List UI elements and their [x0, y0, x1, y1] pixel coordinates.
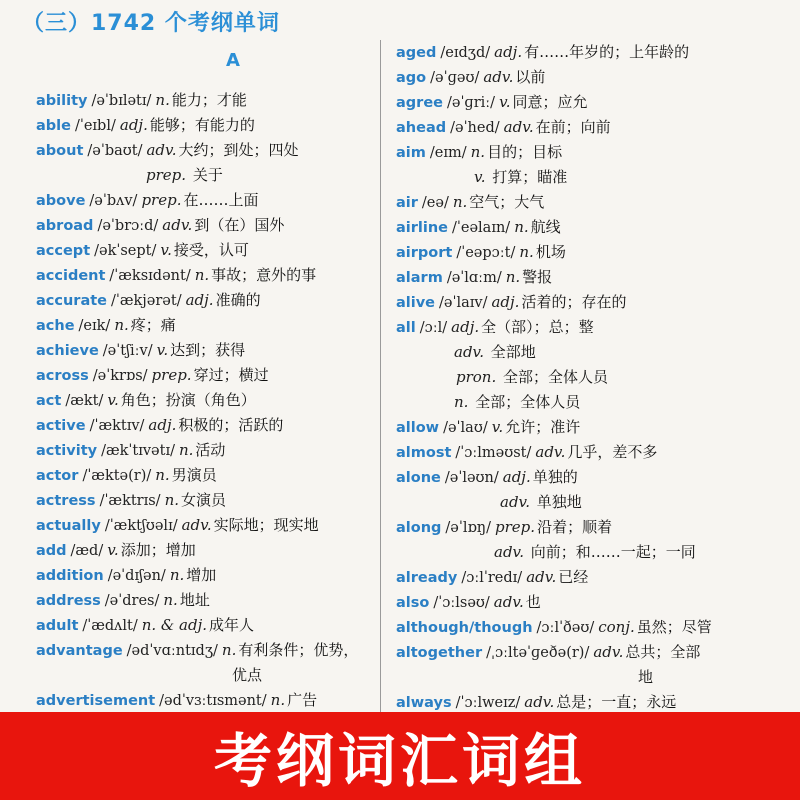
definition-continuation: [454, 342, 536, 362]
part-of-speech: v.: [107, 541, 119, 559]
dictionary-entry: [396, 567, 588, 588]
part-of-speech: n.: [155, 466, 170, 484]
part-of-speech: conj.: [598, 618, 635, 636]
part-of-speech: n.: [178, 441, 194, 459]
definition: 穿过；横过: [193, 366, 269, 384]
dictionary-entry: [36, 265, 316, 286]
definition: 添加；增加: [120, 541, 196, 559]
phonetic: /əˈləʊn/: [444, 470, 499, 486]
headword: ago: [396, 70, 427, 86]
phonetic: /ˈækjərət/: [111, 293, 182, 309]
headword: alone: [396, 470, 441, 486]
part-of-speech: n.: [155, 91, 170, 109]
phonetic: /əˈhed/: [450, 120, 500, 136]
headword: airport: [396, 245, 453, 261]
dictionary-entry: [36, 315, 176, 336]
definition: 全部地: [490, 343, 536, 361]
phonetic: /ækt/: [65, 393, 104, 409]
dictionary-entry: [396, 117, 611, 138]
definition: 广告: [287, 691, 318, 709]
dictionary-entry: [396, 42, 689, 63]
definition: 总共；全部: [625, 643, 701, 661]
headword: advantage: [36, 643, 123, 659]
headword: accept: [36, 243, 91, 259]
part-of-speech: n. & adj.: [141, 616, 207, 634]
headword: all: [396, 320, 416, 336]
dictionary-entry: [396, 317, 594, 338]
part-of-speech: adv.: [181, 516, 212, 534]
dictionary-entry: [36, 90, 247, 111]
phonetic: /əˈkrɒs/: [92, 368, 148, 384]
part-of-speech: adj.: [148, 416, 177, 434]
headword: abroad: [36, 218, 94, 234]
headword: above: [36, 193, 86, 209]
dictionary-entry: [396, 67, 545, 88]
definition: 机场: [535, 243, 566, 261]
headword: across: [36, 368, 89, 384]
dictionary-entry: [36, 115, 255, 136]
headword: aim: [396, 145, 426, 161]
dictionary-entry: [36, 515, 319, 536]
headword: although/though: [396, 620, 533, 636]
definition: 女演员: [181, 491, 227, 509]
phonetic: /əˈɡriː/: [446, 95, 496, 111]
definition-continuation: [638, 667, 653, 687]
phonetic: /ədˈvɜːtɪsmənt/: [159, 693, 267, 709]
headword: accurate: [36, 293, 107, 309]
dictionary-entry: [36, 365, 269, 386]
column-divider: [380, 40, 381, 712]
dictionary-entry: [396, 292, 626, 313]
part-of-speech: adv.: [454, 343, 485, 361]
phonetic: /ˈɔːlweɪz/: [455, 695, 521, 711]
letter-heading: A: [226, 50, 240, 71]
phonetic: /ˈæktʃʊəlɪ/: [104, 518, 178, 534]
phonetic: /ækˈtɪvətɪ/: [101, 443, 175, 459]
part-of-speech: n.: [169, 566, 185, 584]
headword: add: [36, 543, 67, 559]
definition: 允许；准许: [505, 418, 581, 436]
phonetic: /əˈlaʊ/: [443, 420, 488, 436]
definition: 地址: [179, 591, 210, 609]
headword: almost: [396, 445, 452, 461]
part-of-speech: adj.: [502, 468, 531, 486]
dictionary-entry: [396, 467, 578, 488]
phonetic: /ɔːlˈðəʊ/: [536, 620, 595, 636]
part-of-speech: adv.: [483, 68, 514, 86]
phonetic: /ˈæktɪv/: [89, 418, 145, 434]
headword: always: [396, 695, 452, 711]
dictionary-entry: [396, 617, 712, 638]
part-of-speech: adv.: [494, 543, 525, 561]
phonetic: /əˈbɪlətɪ/: [91, 93, 152, 109]
headword: aged: [396, 45, 437, 61]
headword: already: [396, 570, 458, 586]
part-of-speech: n.: [194, 266, 210, 284]
definition: 单独的: [532, 468, 578, 486]
phonetic: /eɪk/: [78, 318, 111, 334]
definition: 活动: [195, 441, 226, 459]
phonetic: /əˈtʃiːv/: [102, 343, 153, 359]
definition: 男演员: [171, 466, 217, 484]
definition: 已经: [558, 568, 589, 586]
dictionary-entry: [36, 340, 245, 361]
phonetic: /ˈæktə(r)/: [82, 468, 152, 484]
headword: airline: [396, 220, 449, 236]
part-of-speech: prep.: [151, 366, 192, 384]
definition: 总是；一直；永远: [556, 693, 677, 711]
definition: 在前；向前: [535, 118, 611, 136]
dictionary-entry: [36, 290, 261, 311]
dictionary-entry: [36, 190, 258, 211]
definition: 全（部）；总；整: [481, 318, 594, 336]
dictionary-entry: [396, 592, 541, 613]
definition: 沿着；顺着: [537, 518, 613, 536]
part-of-speech: adj.: [185, 291, 214, 309]
definition: 地: [638, 668, 654, 686]
headword: advertisement: [36, 693, 156, 709]
headword: actress: [36, 493, 96, 509]
headword: ache: [36, 318, 75, 334]
definition: 活着的；存在的: [521, 293, 627, 311]
dictionary-entry: [36, 465, 217, 486]
headword: ability: [36, 93, 88, 109]
definition: 单独地: [536, 493, 582, 511]
part-of-speech: n.: [164, 491, 180, 509]
definition-continuation: [232, 665, 262, 685]
phonetic: /ˈeɪbl/: [74, 118, 116, 134]
part-of-speech: adv.: [524, 693, 555, 711]
dictionary-entry: [36, 490, 226, 511]
part-of-speech: adj.: [119, 116, 148, 134]
phonetic: /ˈæktrɪs/: [99, 493, 161, 509]
definition: 实际地；现实地: [213, 516, 319, 534]
dictionary-entry: [36, 540, 196, 561]
phonetic: /əˈbaʊt/: [87, 143, 143, 159]
phonetic: /əkˈsept/: [94, 243, 157, 259]
dictionary-entry: [36, 415, 283, 436]
section-title: （三）1742 个考纲单词: [22, 11, 280, 36]
dictionary-entry: [396, 517, 612, 538]
dictionary-entry: [36, 640, 358, 661]
dictionary-entry: [396, 192, 544, 213]
definition: 几乎，差不多: [567, 443, 658, 461]
definition: 同意；应允: [512, 93, 588, 111]
part-of-speech: adv.: [500, 493, 531, 511]
headword: address: [36, 593, 101, 609]
headword: accident: [36, 268, 106, 284]
part-of-speech: n.: [114, 316, 129, 334]
part-of-speech: pron.: [456, 368, 497, 386]
definition: 向前；和……一起；一同: [530, 543, 696, 561]
dictionary-entry: [396, 642, 700, 663]
definition-continuation: [500, 492, 582, 512]
part-of-speech: n.: [454, 393, 469, 411]
phonetic: /ədˈvɑːntɪdʒ/: [126, 643, 218, 659]
headword: allow: [396, 420, 440, 436]
definition: 以前: [515, 68, 546, 86]
part-of-speech: adj.: [494, 43, 523, 61]
definition: 接受，认可: [173, 241, 249, 259]
dictionary-entry: [36, 390, 256, 411]
headword: adult: [36, 618, 79, 634]
definition: 疼；痛: [130, 316, 176, 334]
phonetic: /ˈædʌlt/: [82, 618, 138, 634]
headword: act: [36, 393, 62, 409]
phonetic: /əˈlaɪv/: [439, 295, 488, 311]
dictionary-entry: [396, 242, 566, 263]
definition: 大约；到处；四处: [178, 141, 299, 159]
definition-continuation: [454, 392, 580, 412]
phonetic: /əˈdɪʃən/: [107, 568, 166, 584]
dictionary-entry: [396, 692, 676, 713]
headword: able: [36, 118, 71, 134]
headword: air: [396, 195, 418, 211]
part-of-speech: prep.: [495, 518, 536, 536]
dictionary-entry: [36, 615, 254, 636]
part-of-speech: v.: [107, 391, 119, 409]
headword: agree: [396, 95, 443, 111]
part-of-speech: v.: [491, 418, 504, 436]
part-of-speech: n.: [452, 193, 468, 211]
definition-continuation: [146, 165, 223, 185]
dictionary-entry: [396, 417, 580, 438]
headword: alive: [396, 295, 436, 311]
phonetic: /eɪdʒd/: [440, 45, 491, 61]
definition: 能力；才能: [171, 91, 247, 109]
definition: 目的；目标: [487, 143, 563, 161]
part-of-speech: adv.: [535, 443, 566, 461]
phonetic: /ɔːl/: [419, 320, 448, 336]
dictionary-entry: [36, 590, 210, 611]
part-of-speech: adv.: [593, 643, 624, 661]
phonetic: /ˈɔːlməʊst/: [455, 445, 532, 461]
part-of-speech: adv.: [526, 568, 557, 586]
definition: 能够；有能力的: [149, 116, 255, 134]
phonetic: /ˈɔːlsəʊ/: [433, 595, 490, 611]
part-of-speech: n.: [270, 691, 286, 709]
definition: 有……年岁的；上年龄的: [524, 43, 690, 61]
definition: 到（在）国外: [194, 216, 285, 234]
part-of-speech: prep.: [146, 166, 187, 184]
headword: altogether: [396, 645, 483, 661]
part-of-speech: adv.: [146, 141, 177, 159]
phonetic: /əˈɡəʊ/: [430, 70, 480, 86]
title-banner: [0, 712, 800, 800]
definition: 警报: [522, 268, 553, 286]
phonetic: /ˈæksɪdənt/: [109, 268, 191, 284]
dictionary-entry: [396, 267, 552, 288]
part-of-speech: n.: [163, 591, 178, 609]
part-of-speech: v.: [474, 168, 486, 186]
part-of-speech: v.: [499, 93, 511, 111]
phonetic: /əˈdres/: [104, 593, 160, 609]
part-of-speech: n.: [470, 143, 486, 161]
definition-continuation: [494, 542, 696, 562]
dictionary-entry: [396, 92, 588, 113]
definition: 准确的: [215, 291, 261, 309]
part-of-speech: n.: [505, 268, 521, 286]
phonetic: /əˈbrɔːd/: [97, 218, 159, 234]
definition: 虽然；尽管: [636, 618, 712, 636]
part-of-speech: adj.: [451, 318, 480, 336]
part-of-speech: n.: [514, 218, 529, 236]
definition: 全部；全体人员: [475, 393, 581, 411]
phonetic: /ɔːlˈredɪ/: [461, 570, 523, 586]
dictionary-entry: [396, 217, 561, 238]
definition: 航线: [530, 218, 561, 236]
phonetic: /əˈlɑːm/: [446, 270, 502, 286]
dictionary-entry: [36, 215, 284, 236]
definition: 优点: [232, 666, 263, 684]
definition: 在……上面: [183, 191, 259, 209]
dictionary-entry: [36, 565, 216, 586]
definition: 有利条件；优势，: [238, 641, 359, 659]
phonetic: /ˌɔːltəˈɡeðə(r)/: [486, 645, 590, 661]
definition: 打算；瞄准: [492, 168, 568, 186]
headword: about: [36, 143, 84, 159]
dictionary-entry: [396, 442, 657, 463]
phonetic: /æd/: [70, 543, 104, 559]
part-of-speech: v.: [156, 341, 169, 359]
phonetic: /əˈbʌv/: [89, 193, 138, 209]
definition-continuation: [474, 167, 567, 187]
phonetic: /eɪm/: [429, 145, 467, 161]
definition: 关于: [192, 166, 223, 184]
definition: 增加: [186, 566, 217, 584]
definition: 角色；扮演（角色）: [120, 391, 256, 409]
dictionary-entry: [36, 440, 225, 461]
part-of-speech: adj.: [491, 293, 520, 311]
headword: actually: [36, 518, 101, 534]
banner-text: 考纲词汇词组: [213, 727, 586, 795]
phonetic: /ˈeəlaɪn/: [452, 220, 511, 236]
definition: 达到；获得: [170, 341, 246, 359]
phonetic: /ˈeəpɔːt/: [456, 245, 516, 261]
dictionary-entry: [36, 140, 299, 161]
dictionary-entry: [396, 142, 562, 163]
dictionary-entry: [36, 690, 317, 711]
definition: 成年人: [209, 616, 255, 634]
phonetic: /əˈlɒŋ/: [445, 520, 492, 536]
definition: 全部；全体人员: [503, 368, 609, 386]
headword: actor: [36, 468, 79, 484]
part-of-speech: prep.: [141, 191, 182, 209]
headword: achieve: [36, 343, 99, 359]
headword: activity: [36, 443, 98, 459]
part-of-speech: adv.: [493, 593, 524, 611]
part-of-speech: n.: [519, 243, 534, 261]
part-of-speech: adv.: [162, 216, 193, 234]
headword: addition: [36, 568, 104, 584]
definition: 事故；意外的事: [211, 266, 317, 284]
headword: along: [396, 520, 442, 536]
headword: also: [396, 595, 430, 611]
headword: ahead: [396, 120, 447, 136]
headword: active: [36, 418, 86, 434]
part-of-speech: adv.: [503, 118, 534, 136]
part-of-speech: v.: [160, 241, 172, 259]
phonetic: /eə/: [421, 195, 449, 211]
headword: alarm: [396, 270, 443, 286]
definition: 积极的；活跃的: [178, 416, 284, 434]
part-of-speech: n.: [221, 641, 237, 659]
dictionary-entry: [36, 240, 249, 261]
definition: 也: [525, 593, 541, 611]
definition: 空气；大气: [469, 193, 545, 211]
definition-continuation: [456, 367, 608, 387]
